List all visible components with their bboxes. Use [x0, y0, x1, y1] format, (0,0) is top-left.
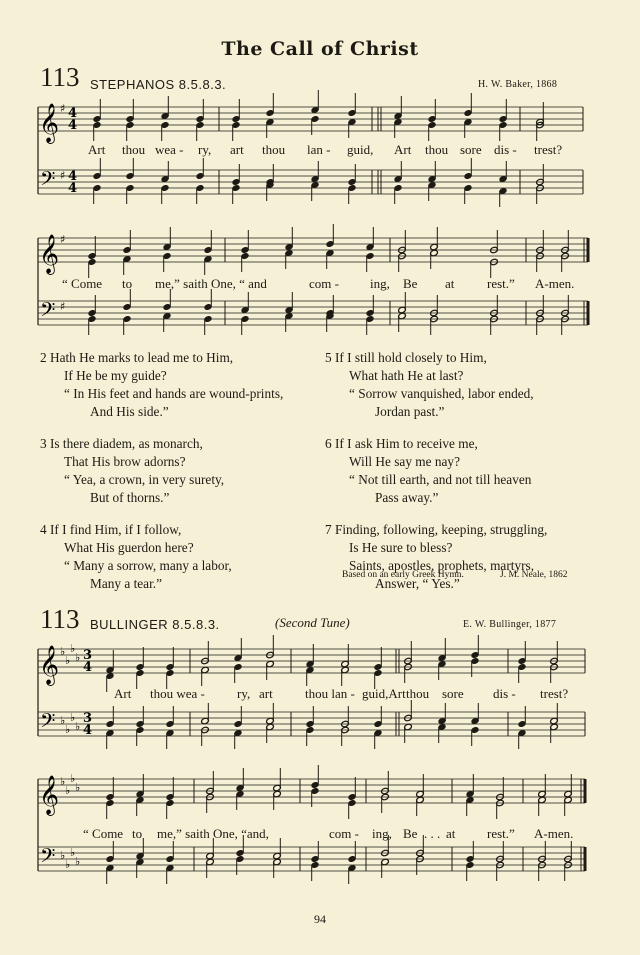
- key-signature: ♭: [70, 711, 76, 724]
- time-signature: 4: [68, 181, 78, 196]
- time-signature: 4: [68, 169, 78, 184]
- lyric-syllable: trest?: [534, 142, 563, 157]
- lyric-syllable: to: [122, 276, 133, 291]
- lyric-syllable: com -: [329, 826, 359, 841]
- verses-right-column: [325, 349, 547, 607]
- key-signature: ♭: [60, 645, 66, 658]
- tune-name-second: BULLINGER 8.5.8.3.: [90, 617, 220, 632]
- key-signature: ♭: [75, 651, 81, 664]
- lyric-syllable: Art: [88, 142, 106, 157]
- key-signature: ♭: [65, 858, 71, 871]
- composer-credit-second: E. W. Bullinger, 1877: [463, 619, 557, 630]
- lyric-syllable: com -: [309, 276, 339, 291]
- verse-line: But of thorns.”: [90, 490, 170, 505]
- key-signature: ♭: [60, 849, 66, 862]
- key-signature: ♭: [60, 714, 66, 727]
- second-tune-label: (Second Tune): [275, 615, 350, 630]
- verse-1: [40, 349, 283, 421]
- key-signature: ♭: [70, 846, 76, 859]
- lyric-syllable: guid,Art: [362, 686, 406, 701]
- key-signature: ♭: [70, 772, 76, 785]
- lyric-syllable: me,” saith One, “ and: [155, 276, 267, 291]
- verse-line: “ Not till earth, and not till heaven: [349, 472, 532, 487]
- key-signature: ♭: [70, 642, 76, 655]
- verse-1: [325, 349, 547, 421]
- lyric-syllable: art: [259, 686, 273, 701]
- lyric-syllable: at: [445, 276, 455, 291]
- key-signature: ♭: [75, 720, 81, 733]
- hymn-number: 113: [40, 62, 80, 92]
- verse-line: What hath He at last?: [349, 368, 464, 383]
- verse-line: What His guerdon here?: [64, 540, 194, 555]
- lyric-syllable: Be: [403, 826, 418, 841]
- lyric-syllable: trest?: [540, 686, 569, 701]
- time-signature: 4: [68, 118, 78, 133]
- verse-line: “ Sorrow vanquished, labor ended,: [349, 386, 534, 401]
- verse-line: 5 If I still hold closely to Him,: [325, 350, 487, 365]
- treble-clef-icon: 𝄞: [39, 103, 60, 143]
- lyric-syllable: guid,: [347, 142, 374, 157]
- verse-line: 2 Hath He marks to lead me to Him,: [40, 350, 234, 365]
- verse-3: [325, 521, 547, 593]
- lyric-syllable: Be: [403, 276, 418, 291]
- lyric-syllable: lan -: [307, 142, 331, 157]
- lyric-syllable: rest.”: [487, 826, 515, 841]
- lyric-syllable: sore: [442, 686, 464, 701]
- lyric-syllable: me,” saith One, “and,: [157, 826, 269, 841]
- treble-clef-icon: 𝄞: [39, 645, 60, 685]
- key-signature: ♭: [65, 723, 71, 736]
- tune-name: STEPHANOS 8.5.8.3.: [90, 77, 227, 92]
- key-signature: ♭: [75, 855, 81, 868]
- verse-line: 4 If I find Him, if I follow,: [40, 522, 182, 537]
- verse-line: That His brow adorns?: [64, 454, 186, 469]
- verse-line: Answer, “ Yes.”: [375, 576, 460, 591]
- verse-line: Saints, apostles, prophets, martyrs,: [349, 558, 535, 573]
- verse-line: Pass away.”: [375, 490, 439, 505]
- composer-credit: H. W. Baker, 1868: [478, 79, 558, 90]
- lyric-syllable: . . .: [424, 826, 441, 841]
- key-signature: ♭: [75, 781, 81, 794]
- lyric-syllable: thou: [262, 142, 286, 157]
- page-title: The Call of Christ: [221, 38, 419, 60]
- lyric-syllable: thou: [122, 142, 146, 157]
- treble-clef-icon: 𝄞: [39, 234, 60, 274]
- lyric-syllable: thou: [406, 686, 430, 701]
- time-signature: 3: [83, 711, 93, 726]
- verse-line: “ In His feet and hands are wound-prints,: [64, 386, 284, 401]
- lyric-syllable: thou lan -: [305, 686, 355, 701]
- time-signature: 4: [68, 106, 78, 121]
- verse-line: 6 If I ask Him to receive me,: [325, 436, 478, 451]
- time-signature: 4: [83, 723, 93, 738]
- verse-line: 7 Finding, following, keeping, struggling,: [325, 522, 548, 537]
- key-signature: ♭: [65, 784, 71, 797]
- verse-3: [40, 521, 283, 593]
- lyric-syllable: ry,: [237, 686, 251, 701]
- lyric-syllable: A-men.: [534, 826, 574, 841]
- verse-line: If He be my guide?: [64, 368, 167, 383]
- lyric-syllable: art: [230, 142, 244, 157]
- page-number: 94: [314, 912, 326, 926]
- lyric-syllable: ing,: [372, 826, 392, 841]
- lyric-syllable: ing,: [370, 276, 390, 291]
- lyric-syllable: “ Come: [62, 276, 103, 291]
- key-signature: ♯: [60, 102, 66, 115]
- lyric-syllable: wea -: [155, 142, 184, 157]
- lyric-syllable: Art: [114, 686, 132, 701]
- lyric-syllable: thou: [425, 142, 449, 157]
- key-signature: ♯: [60, 300, 66, 313]
- verse-line: Will He say me nay?: [349, 454, 460, 469]
- time-signature: 3: [83, 648, 93, 663]
- verse-2: [325, 435, 547, 507]
- verse-line: Is He sure to bless?: [349, 540, 453, 555]
- verse-line: “ Many a sorrow, many a labor,: [64, 558, 232, 573]
- bass-clef-icon: 𝄢: [40, 298, 56, 326]
- key-signature: ♭: [65, 654, 71, 667]
- lyric-syllable: dis -: [494, 142, 517, 157]
- verse-line: 3 Is there diadem, as monarch,: [40, 436, 203, 451]
- lyric-syllable: “ Come: [83, 826, 124, 841]
- key-signature: ♯: [60, 233, 66, 246]
- verse-line: And His side.”: [90, 404, 169, 419]
- source-credit: Based on an early Greek Hymn.: [342, 570, 464, 580]
- key-signature: ♯: [60, 169, 66, 182]
- verse-2: [40, 435, 283, 507]
- hymn-number-second: 113: [40, 604, 80, 634]
- key-signature: ♭: [60, 775, 66, 788]
- verses-left-column: [40, 349, 283, 607]
- time-signature: 4: [83, 660, 93, 675]
- lyric-syllable: sore: [460, 142, 482, 157]
- bass-clef-icon: 𝄢: [40, 709, 56, 737]
- lyric-syllable: rest.”: [487, 276, 515, 291]
- translator-credit: J. M. Neale, 1862: [500, 570, 568, 580]
- verse-line: Jordan past.”: [375, 404, 445, 419]
- lyric-syllable: thou wea -: [150, 686, 205, 701]
- lyric-syllable: to: [132, 826, 143, 841]
- lyric-syllable: Art: [394, 142, 412, 157]
- lyric-syllable: A-men.: [535, 276, 575, 291]
- verse-line: Many a tear.”: [90, 576, 162, 591]
- bass-clef-icon: 𝄢: [40, 844, 56, 872]
- lyric-syllable: at: [446, 826, 456, 841]
- verse-line: “ Yea, a crown, in very surety,: [64, 472, 225, 487]
- treble-clef-icon: 𝄞: [39, 775, 60, 815]
- lyric-syllable: dis -: [493, 686, 516, 701]
- lyric-syllable: ry,: [198, 142, 212, 157]
- bass-clef-icon: 𝄢: [40, 167, 56, 195]
